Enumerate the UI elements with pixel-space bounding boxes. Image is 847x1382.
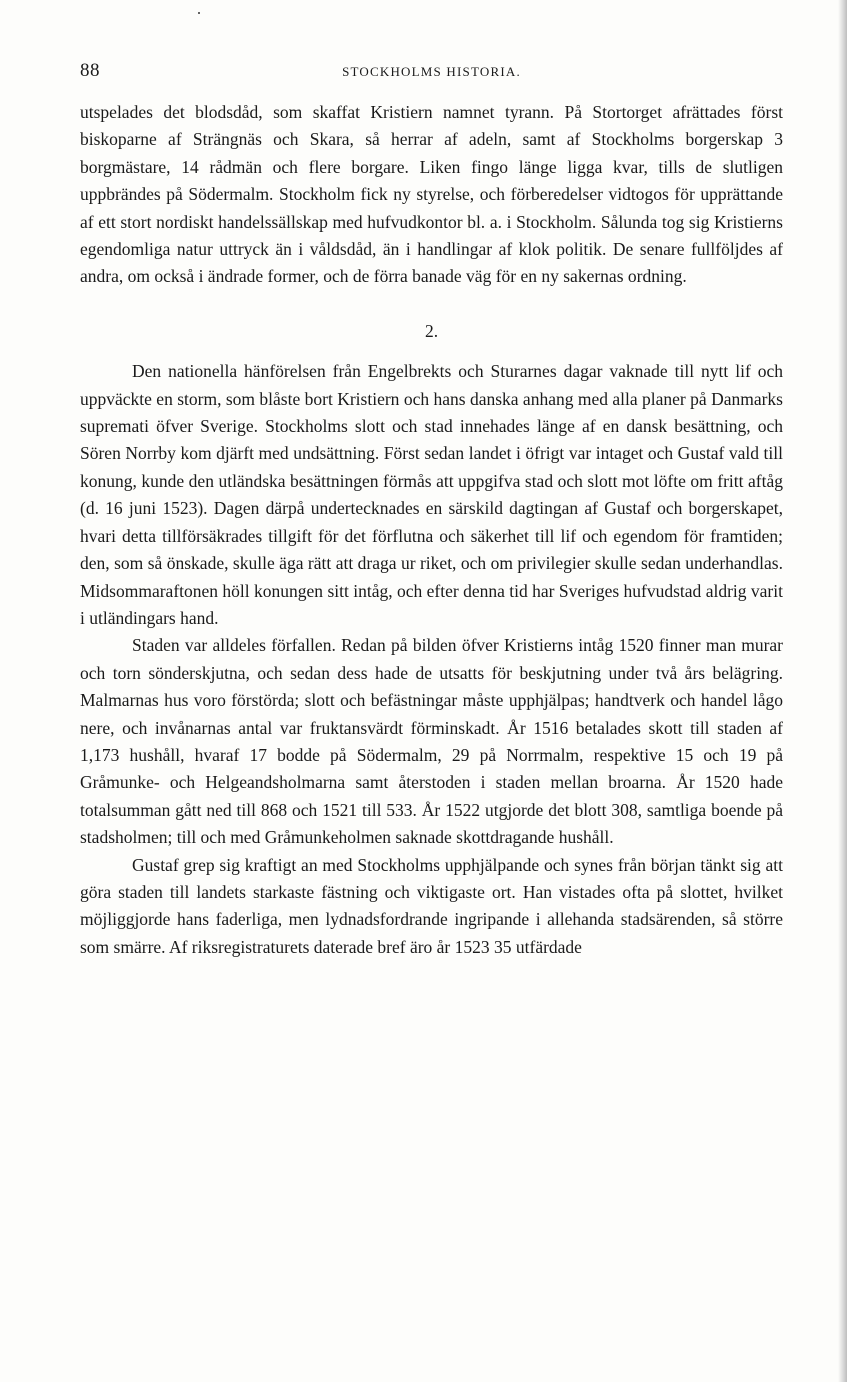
paragraph: Gustaf grep sig kraftigt an med Stockholms upphjälpande och synes från början tänkt sig att göra staden till landets starkaste fästning och viktigaste ort. Han vistades ofta på slottet, hvilket möjliggjorde hans faderliga, men lydnadsfordrande ingripande i allehanda stadsärenden, så större som smärre. Af riksregistraturets daterade bref äro år 1523 35 utfärdade — [80, 854, 783, 957]
paragraph-continued: utspelades det blodsdåd, som skaffat Kristiern namnet tyrann. På Stortorget afrättades först biskoparne af Strängnäs och Skara, så herrar af adeln, samt af Stockholms borgerskap 3 borgmästare, 14 rådmän och flere borgare. Liken fingo länge ligga kvar, tills de slutligen uppbrändes på Södermalm. Stockholm fick ny styrelse, och förberedelser vidtogos för upprättande af ett stort nordiskt handelssällskap med hufvudkontor bl. a. i Stockholm. Sålunda tog sig Kristierns egendomliga natur uttryck än i våldsdåd, än i handlingar af klok politik. De senare fullföljdes af andra, om också i ändrade former, och de förra banade väg för en ny sakernas ordning. — [80, 102, 783, 287]
print-speck — [198, 12, 200, 14]
page-number: 88 — [80, 60, 100, 81]
section-number: 2. — [424, 320, 439, 341]
running-title: STOCKHOLMS HISTORIA. — [342, 64, 521, 79]
body-text — [80, 99, 783, 961]
page-edge-shadow — [838, 0, 847, 1382]
paragraph: Den nationella hänförelsen från Engelbrekts och Sturarnes dagar vaknade till nytt lif och uppväckte en storm, som blåste bort Kristiern och hans danska anhang med alla planer på Danmarks suprematі öfver Sverige. Stockholms slott och stad innehades länge af en dansk besättning, och Sören Norrby kom djärft med undsättning. Först sedan landet i öfrigt var intaget och Gustaf vald till konung, kunde den utländska besättningen förmås att uppgifva stad och slott mot löfte om fritt aftåg (d. 16 juni 1523). Dagen därpå undertecknades en särskild dagtingan af Gustaf och borgerskapet, hvari detta tillförsäkrades tillgift för det förflutna och säkerhet till lif och egendom för framtiden; den, som så önskade, skulle äga rätt att draga ur riket, och om privilegier skulle sedan underhandlas. Midsommaraftonen höll konungen sitt intåg, och efter denna tid har Sveriges hufvudstad aldrig varit i utländingars hand. — [80, 361, 783, 628]
page-header — [80, 60, 783, 84]
paragraph: Staden var alldeles förfallen. Redan på bilden öfver Kristierns intåg 1520 finner man murar och torn sönderskjutna, och sedan dess hade de utsatts för beskjutning under två års belägring. Malmarnas hus voro förstörda; slott och befästningar måste upphjälpas; handtverk och handel lågo nere, och invånarnas antal var fruktansvärdt förminskadt. År 1516 betalades skott till staden af 1,173 hushåll, hvaraf 17 bodde på Södermalm, 29 på Norrmalm, respektive 15 och 19 på Gråmunke- och Helgeandsholmarna samt återstoden i staden mellan broarna. År 1520 hade totalsumman gått ned till 868 och 1521 till 533. År 1522 utgjorde det blott 308, samtliga boende på stadsholmen; till och med Gråmunkeholmen saknade skottdragande hushåll. — [80, 635, 783, 848]
